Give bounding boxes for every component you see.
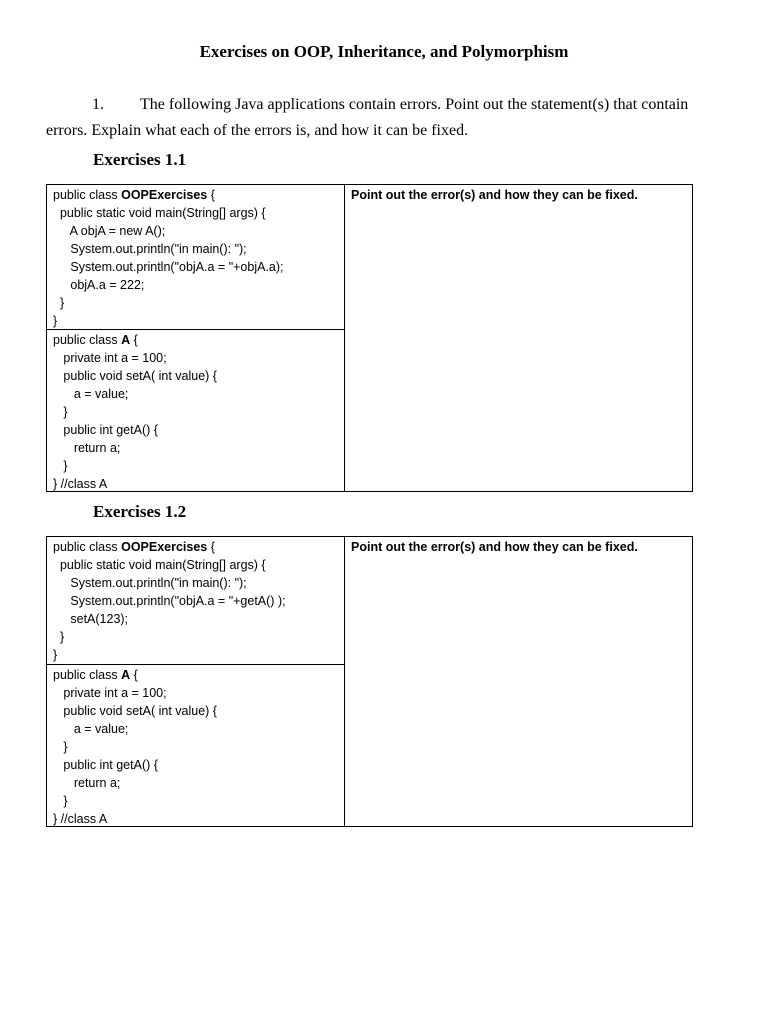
code-line: [53, 294, 338, 312]
code-text: System.out.println("in main(): ");: [53, 576, 247, 590]
question-text: The following Java applications contain errors. Point out the statement(s) that contain errors. Explain what each of the errors is, and how it can be fixed.: [46, 96, 689, 139]
code-line: [53, 684, 338, 702]
question-intro: [46, 92, 706, 144]
code-line: [53, 756, 338, 774]
code-line: [53, 186, 338, 204]
code-text: public void setA( int value) {: [53, 704, 217, 718]
code-line: [53, 574, 338, 592]
main-class-code: [47, 185, 344, 329]
code-line: [53, 475, 338, 493]
exercise-1-2-heading: Exercises 1.2: [93, 502, 187, 521]
code-line: [53, 349, 338, 367]
code-text: public void setA( int value) {: [53, 369, 217, 383]
code-line: [53, 276, 338, 294]
code-text: }: [53, 794, 68, 808]
code-text: public int getA() {: [53, 758, 158, 772]
code-text: System.out.println("in main(): ");: [53, 242, 247, 256]
code-line: [53, 204, 338, 222]
code-line: [53, 403, 338, 421]
code-text: } //class A: [53, 477, 108, 491]
code-line: [53, 556, 338, 574]
code-line: [53, 646, 338, 664]
answer-label: Point out the error(s) and how they can be fixed.: [351, 540, 638, 554]
code-text: }: [53, 296, 65, 310]
answer-cell[interactable]: [345, 537, 693, 827]
code-text: objA.a = 222;: [53, 278, 145, 292]
exercise-1-1-heading: Exercises 1.1: [93, 150, 187, 169]
exercise-1-2-table: [46, 536, 693, 827]
code-line: [53, 610, 338, 628]
exercise-1-1-table: [46, 184, 693, 492]
main-class-code: [47, 537, 344, 664]
code-line: [53, 702, 338, 720]
code-text: }: [53, 740, 68, 754]
code-text: }: [53, 648, 58, 662]
code-text: public static void main(String[] args) {: [53, 558, 266, 572]
code-text: public int getA() {: [53, 423, 158, 437]
code-line: [53, 312, 338, 330]
code-text: a = value;: [53, 387, 129, 401]
code-text: {: [130, 668, 138, 682]
code-text: public static void main(String[] args) {: [53, 206, 266, 220]
code-line: [53, 592, 338, 610]
code-line: [53, 367, 338, 385]
code-text: private int a = 100;: [53, 686, 167, 700]
code-line: [53, 792, 338, 810]
code-line: [53, 538, 338, 556]
code-line: [53, 810, 338, 828]
code-class-name: A: [121, 668, 131, 682]
code-text: {: [207, 540, 215, 554]
code-line: [53, 628, 338, 646]
code-line: [53, 385, 338, 403]
code-class-name: OOPExercises: [121, 188, 208, 202]
code-line: [53, 720, 338, 738]
code-text: System.out.println("objA.a = "+objA.a);: [53, 260, 284, 274]
code-text: public class: [53, 668, 122, 682]
code-text: }: [53, 630, 65, 644]
code-text: public class: [53, 333, 122, 347]
code-line: [53, 421, 338, 439]
code-line: [53, 222, 338, 240]
code-line: [53, 258, 338, 276]
code-text: System.out.println("objA.a = "+getA() );: [53, 594, 286, 608]
document-title: Exercises on OOP, Inheritance, and Polymorphism: [199, 42, 569, 61]
code-line: [53, 331, 338, 349]
code-text: private int a = 100;: [53, 351, 167, 365]
code-text: }: [53, 405, 68, 419]
code-line: [53, 738, 338, 756]
code-text: A objA = new A();: [53, 224, 166, 238]
code-text: return a;: [53, 441, 121, 455]
code-text: public class: [53, 540, 122, 554]
code-line: [53, 774, 338, 792]
code-class-name: OOPExercises: [121, 540, 208, 554]
answer-cell[interactable]: [345, 185, 693, 492]
main-class-code-cell: [47, 537, 345, 665]
question-number: 1.: [92, 96, 104, 113]
code-text: }: [53, 459, 68, 473]
code-line: [53, 439, 338, 457]
code-text: } //class A: [53, 812, 108, 826]
code-class-name: A: [121, 333, 131, 347]
code-text: setA(123);: [53, 612, 129, 626]
answer-label: Point out the error(s) and how they can be fixed.: [351, 188, 638, 202]
class-a-code-cell: [47, 665, 345, 827]
code-text: }: [53, 314, 58, 328]
code-text: return a;: [53, 776, 121, 790]
main-class-code-cell: [47, 185, 345, 330]
code-line: [53, 666, 338, 684]
code-text: public class: [53, 188, 122, 202]
class-a-code: [47, 330, 344, 491]
code-text: a = value;: [53, 722, 129, 736]
code-line: [53, 457, 338, 475]
code-text: {: [207, 188, 215, 202]
class-a-code: [47, 665, 344, 826]
code-text: {: [130, 333, 138, 347]
class-a-code-cell: [47, 330, 345, 492]
code-line: [53, 240, 338, 258]
